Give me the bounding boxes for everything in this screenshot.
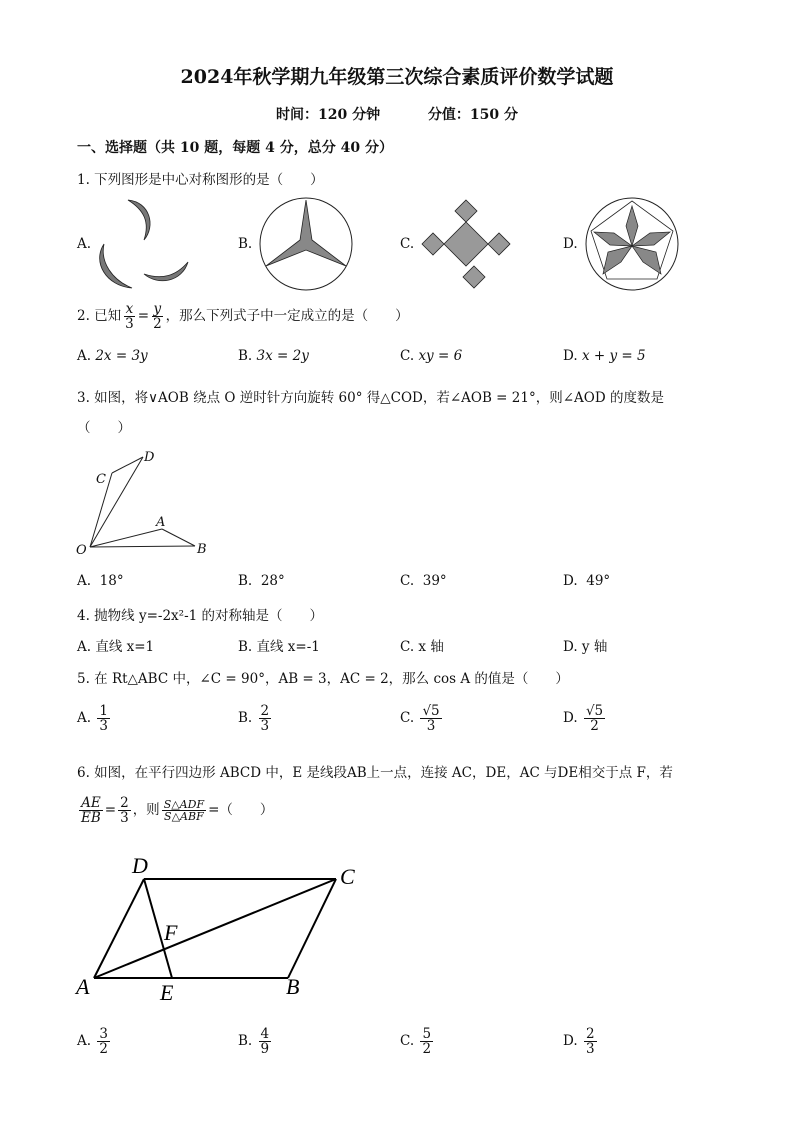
q3-paren: （ ） [77, 420, 131, 436]
q4-option-c: C. x 轴 [400, 639, 444, 655]
q1-label-d: D. [563, 236, 578, 252]
page-title: 2024年秋学期九年级第三次综合素质评价数学试题 [180, 66, 614, 88]
q2-pre: 2. 已知 [77, 308, 122, 325]
q3-point-o: O [76, 543, 87, 558]
q6-option-b: B. $\frac{4}{9}$ [238, 1026, 270, 1058]
q2-option-a: A. 2x = 3y [77, 348, 148, 364]
q1-label-b: B. [238, 236, 253, 252]
q6-point-a: A [76, 974, 90, 999]
q2-frac-y: $\frac{y}{2}$ [153, 301, 162, 333]
q3-point-c: C [96, 472, 106, 487]
q6-stem: 6. 如图，在平行四边形 ABCD 中，E 是线段AB上一点，连接 AC，DE，AC 与DE相交于点 F，若 [77, 765, 673, 781]
q6-option-d: D. $\frac{2}{3}$ [563, 1026, 595, 1058]
q3-option-a: A. 18° [77, 573, 124, 589]
q6-frac-ae-eb: $\frac{AE}{EB}$ [81, 795, 101, 827]
q5-option-b: B. $\frac{2}{3}$ [238, 703, 270, 735]
q5-option-c: C. $\frac{√5}{3}$ [400, 703, 440, 735]
q6-point-d: D [132, 853, 148, 878]
q3-option-b: B. 28° [238, 573, 285, 589]
q6-point-b: B [286, 974, 300, 999]
q2-stem [77, 302, 409, 331]
q3-point-a: A [156, 515, 166, 530]
q1-figure-c [418, 196, 514, 292]
exam-score: 分值：150 分 [427, 107, 518, 123]
q1-figure-a [92, 196, 196, 292]
q5-option-a: A. $\frac{1}{3}$ [77, 703, 108, 735]
q6-frac-2-3: $\frac{2}{3}$ [120, 795, 129, 827]
q4-option-a: A. 直线 x=1 [77, 639, 155, 655]
q6-frac-areas: $\frac{\text{S△ADF}}{\text{S△ABF}}$ [163, 797, 205, 824]
exam-meta [0, 104, 794, 124]
q5-option-d: D. $\frac{√5}{2}$ [563, 703, 604, 735]
q4-option-b: B. 直线 x=-1 [238, 639, 320, 655]
q2-frac-x: $\frac{x}{3}$ [125, 301, 134, 333]
q1-stem: 1. 下列图形是中心对称图形的是（ ） [77, 172, 324, 188]
q3-point-b: B [197, 542, 207, 557]
q6-point-f: F [164, 920, 178, 945]
q2-option-c: C. xy = 6 [400, 348, 463, 364]
q2-option-b: B. 3x = 2y [238, 348, 309, 364]
q4-option-d: D. y 轴 [563, 639, 608, 655]
q6-option-c: C. $\frac{5}{2}$ [400, 1026, 432, 1058]
q6-option-a: A. $\frac{3}{2}$ [77, 1026, 108, 1058]
q1-figure-d [582, 196, 682, 292]
q1-label-a: A. [77, 236, 92, 252]
q6-point-c: C [340, 864, 355, 889]
q3-option-d: D. 49° [563, 573, 611, 589]
q4-stem: 4. 抛物线 y=-2x²-1 的对称轴是（ ） [77, 608, 324, 624]
q1-label-c: C. [400, 236, 415, 252]
q3-option-c: C. 39° [400, 573, 447, 589]
q1-figure-b [256, 196, 356, 292]
q3-point-d: D [144, 450, 155, 465]
q2-eq: = [137, 308, 150, 325]
section-heading: 一、选择题（共 10 题，每题 4 分，总分 40 分） [77, 140, 393, 156]
q6-point-e: E [160, 980, 174, 1005]
q3-figure [70, 445, 220, 560]
q2-option-d: D. x + y = 5 [563, 348, 646, 364]
q5-stem: 5. 在 Rt△ABC 中，∠C = 90°，AB = 3，AC = 2，那么 cos A 的值是（ ） [77, 671, 569, 687]
exam-time: 时间：120 分钟 [276, 107, 381, 123]
q3-stem: 3. 如图，将∨AOB 绕点 O 逆时针方向旋转 60° 得△COD，若∠AOB = 21°，则∠AOD 的度数是 [77, 390, 664, 406]
q6-figure [70, 848, 370, 1008]
q2-post: ，那么下列式子中一定成立的是（ ） [165, 308, 409, 325]
q6-condition: $\frac{AE}{EB}$ = $\frac{2}{3}$ ，则 $\frac{\text{S△ADF}}{\text{S△ABF}}$ =（ ） [81, 795, 274, 827]
